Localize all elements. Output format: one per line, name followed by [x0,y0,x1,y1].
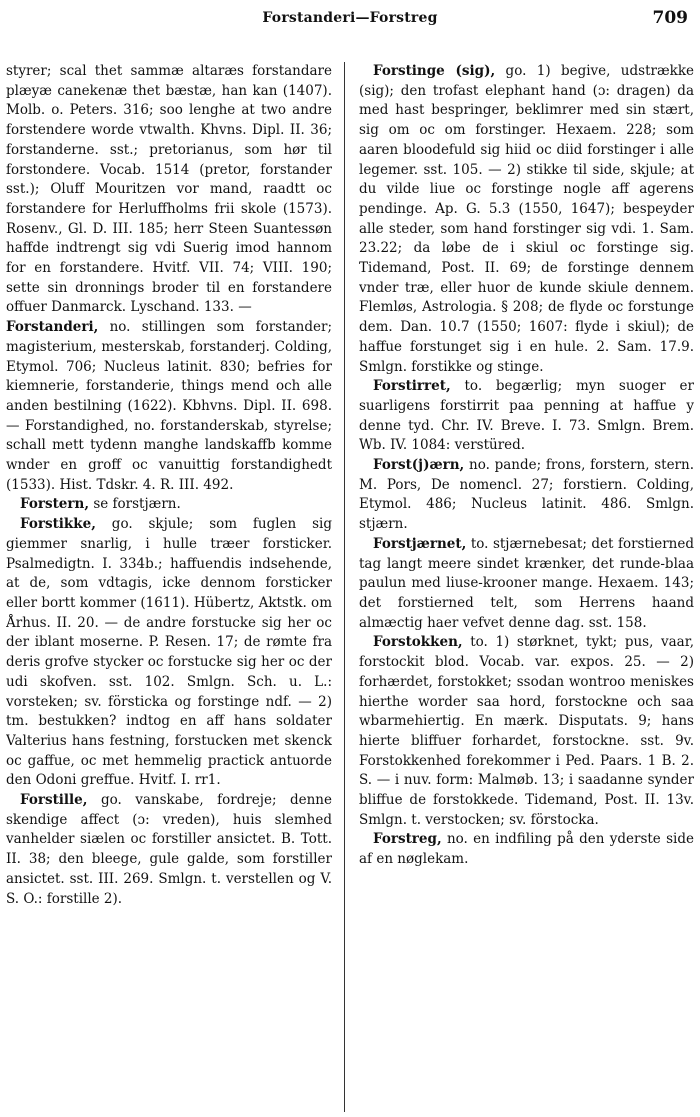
entry-text: to. begærlig; myn suoger er suarligens forstirrit paa penning at haffue y denne tyd. Chr. IV. Breve. I. 73. Smlgn. Brem. Wb. IV. 1084: verstüred. [359,378,694,454]
entry-headword: Forstirret, [373,378,451,395]
page-header [0,0,700,36]
entry-text: to. stjærnebesat; det forstierned tag langt meere sindet krænker, det runde-blaa paulun med liuse-krooner mange. Hexaem. 143; det forstierned telt, som Herrens haand almæctig haer vefvet denne dag. sst. 158. [359,535,694,631]
entry-text: se forstjærn. [89,496,181,513]
entry-text: go. vanskabe, fordreje; denne skendige affect (ɔ: vreden), huis slemhed vanhelder siælen oc forstiller ansictet. B. Tott. II. 38; den bleege, gule galde, som forstiller ansictet. sst. III. 269. Smlgn. t. verstellen og V. S. O.: forstille 2). [6,792,332,907]
right-column [359,62,694,1112]
entry-headword: Forst(j)ærn, [373,457,465,474]
entry-headword: Forstern, [20,496,90,513]
entry-headword: Forstokken, [373,634,463,651]
entry-headword: Forstikke, [20,516,96,533]
entry-text: no. en indfiling på den yderste side af en nøglekam. [359,831,694,868]
dictionary-entry [359,535,694,634]
running-head: Forstanderi—Forstreg [262,10,438,26]
dictionary-entry [6,495,332,515]
entry-text: go. 1) begive, udstrække (sig); den trofast elephant hand (ɔ: dragen) da med hast bespringer, beklimrer med sin stært, sig om oc om forstinger. Hexaem. 228; som aaren bloodefuld sig hiid oc diid forstinger i alle legemer. sst. 105. — 2) stikke til side, skjule; at du vilde liue oc forstinge nogle aff agerens pendinge. Ap. G. 5.3 (1550, 1647); bespeyder alle steder, som hand forstinger sig vdi. 1. Sam. 23.22; da løbe de i skiul oc forstinge sig. Tidemand, Post. II. 69; de forstinge dennem vnder træ, eller huor de kunde skiule dennem. Flemløs, Astrologia. § 208; de flyde oc forstunge dem. Dan. 10.7 (1550; 1607: flyde i skiul); de haffue forstunget sig i en hule. 2. Sam. 17.9. Smlgn. forstikke og stinge. [359,63,694,375]
dictionary-entry [6,791,332,909]
entry-headword: Forstinge (sig), [373,63,496,79]
entry-text: no. pande; frons, forstern, stern. M. Pors, De nomencl. 27; forstiern. Colding, Etymol. 486; Nucleus latinit. 486. Smlgn. stjærn. [359,457,694,533]
entry-headword: Forstille, [20,792,88,809]
left-column [6,62,332,1112]
dictionary-entry [359,62,694,377]
dictionary-entry [6,515,332,791]
entry-headword: Forstjærnet, [373,535,467,552]
column-divider [344,62,345,1112]
dictionary-entry [6,62,332,318]
entry-text: to. 1) størknet, tykt; pus, vaar, forstockit blod. Vocab. var. expos. 25. — 2) forhærdet, forstokket; ssodan wontroo meniskes hierthe worder saa hord, forstockne och saa wbarmehiertig. En mærk. Disputats. 9; hans hierte bliffuer forhardet, forstockne. sst. 9v. Forstokkenhed forekommer i Ped. Paars. 1 B. 2. S. — i nuv. form: Malmøb. 13; i saadanne synder bliffue de forstokkede. Tidemand, Post. II. 13v. Smlgn. t. verstocken; sv. förstocka. [359,634,694,828]
entry-text: no. stillingen som forstander; magisterium, mesterskab, forstanderj. Colding, Etymol. 706; Nucleus latinit. 830; befries for kiemnerie, forstanderie, things mend och alle anden bestilning (1622). Kbhvns. Dipl. II. 698. — Forstandighed, no. forstanderskab, styrelse; schall mett tydenn manghe landskaffb komme wnder en groff oc vanuittig forstandighedt (1533). Hist. Tdskr. 4. R. III. 492. [6,319,332,493]
entry-text: styrer; scal thet sammæ altaræs forstandare plæyæ canekenæ thet bæstæ, han kan (1407). Molb. o. Peters. 316; soo lenghe at two andre forstendere worde vtwalth. Khvns. Dipl. II. 36; forstanderne. sst.; pretorianus, som hør til forstondere. Vocab. 1514 (pretor, forstander sst.); Oluff Mouritzen vor mand, raadtt oc forstandere for Herluffholms frii skole (1573). Rosenv., Gl. D. III. 185; herr Steen Suantessøn haffde indtrengt sig vdi Suerig imod hannom for en forstandere. Hvitf. VII. 74; VIII. 190; sette sin dronnings broder til en forstandere offuer Danmarck. Lyschand. 133. — [6,63,332,316]
dictionary-entry [6,318,332,495]
dictionary-entry [359,377,694,456]
dictionary-entry [359,830,694,869]
dictionary-entry [359,456,694,535]
dictionary-entry [359,633,694,830]
entry-text: go. skjule; som fuglen sig giemmer snarlig, i hulle træer forsticker. Psalmedigtn. I. 334b.; haffuendis indsehende, at de, som vdtagis, icke dennom forsticker eller bortt kommer (1611). Hübertz, Aktstk. om Århus. II. 20. — de andre forstucke sig her oc der iblant moserne. P. Resen. 17; de rømte fra deris grofve stycker oc forstucke sig her oc der udi skofven. sst. 102. Smlgn. Sch. u. L.: vorsteken; sv. försticka og forstinge ndf. — 2) tm. bestukken? indtog en aff hans soldater Valterius hans festning, forstucken met skenck oc gaffue, oc met hemmelig practick antuorde den Odoni greffue. Hvitf. I. rr1. [6,516,332,789]
entry-headword: Forstanderi, [6,319,99,336]
page-number: 709 [652,8,688,28]
entry-headword: Forstreg, [373,831,442,848]
